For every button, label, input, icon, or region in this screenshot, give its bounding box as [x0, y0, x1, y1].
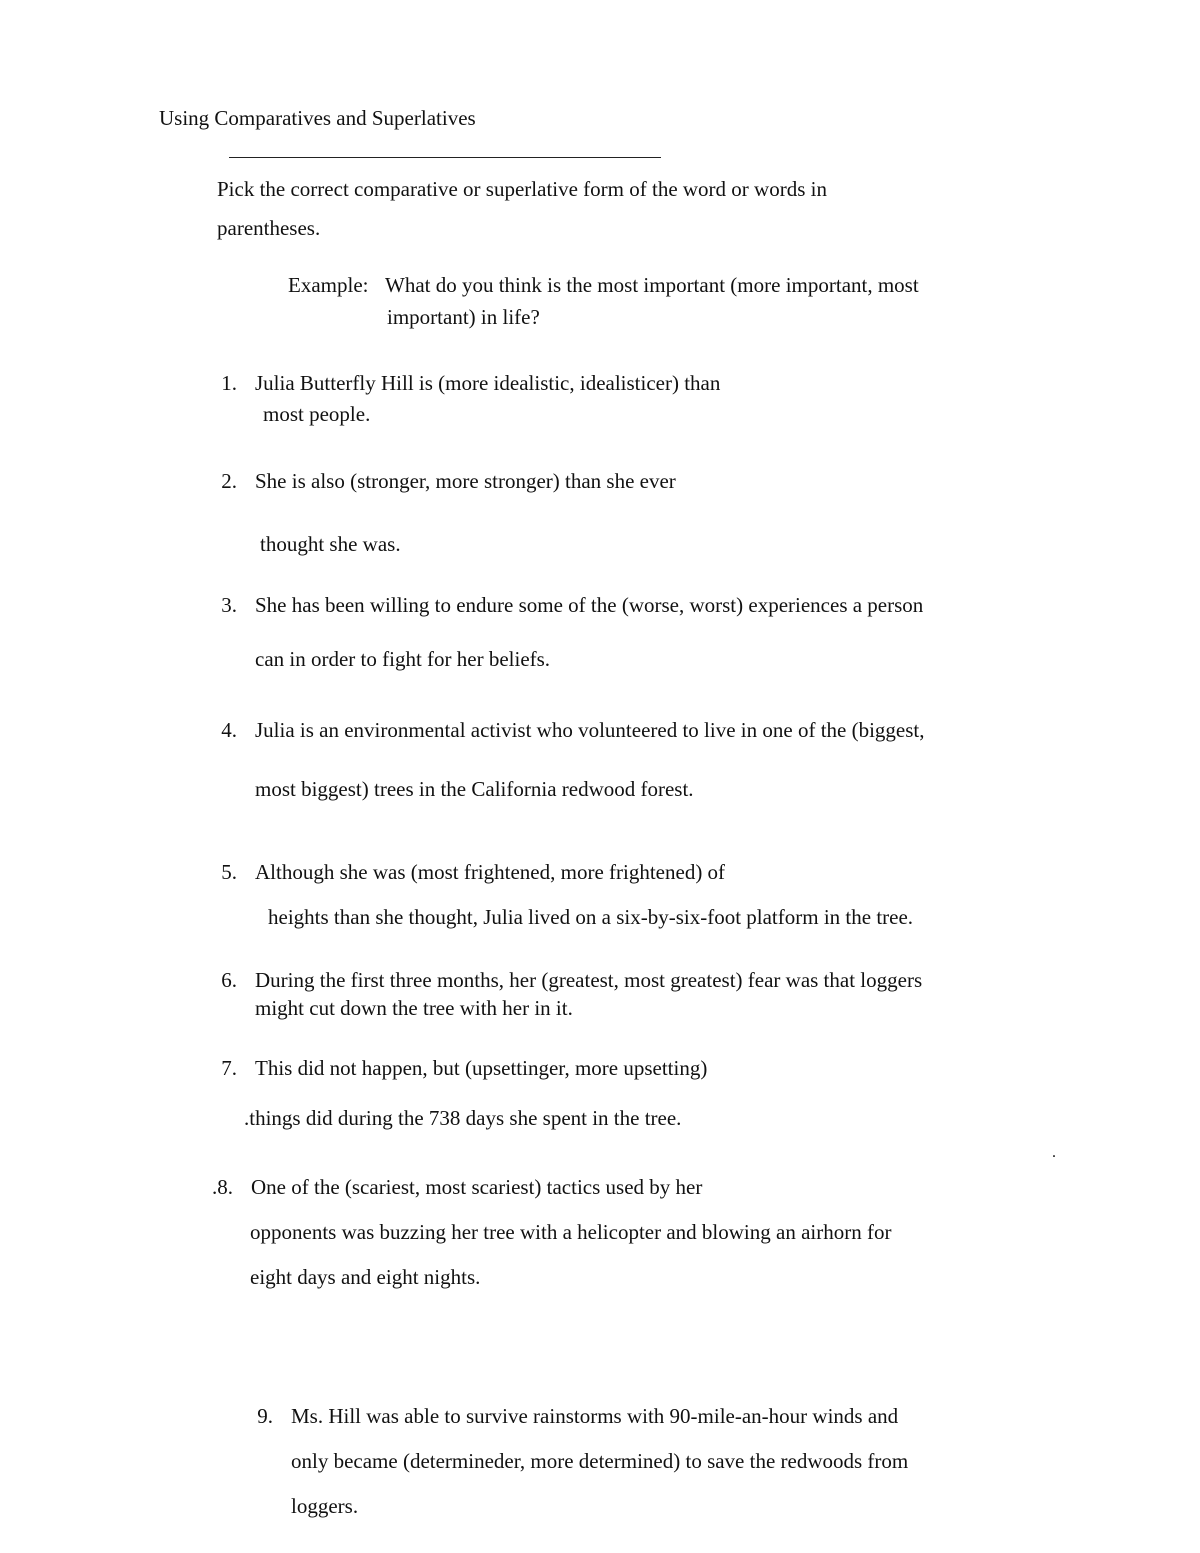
item-text-line: She has been willing to endure some of the (worse, worst) experiences a person [255, 593, 924, 617]
item-text-line: During the first three months, her (greatest, most greatest) fear was that loggers [255, 968, 923, 992]
item-text-line: Julia Butterfly Hill is (more idealistic, idealisticer) than [255, 371, 721, 395]
item-number: .8. [212, 1175, 233, 1199]
item-number: 2. [221, 469, 237, 493]
item-text-line: might cut down the tree with her in it. [255, 996, 573, 1020]
example-line-1: What do you think is the most important (more important, most [385, 273, 919, 297]
item-number: 1. [221, 371, 237, 395]
item-number: 9. [257, 1404, 273, 1428]
item-number: 5. [221, 860, 237, 884]
name-blank-line [229, 157, 661, 158]
item-text-line: can in order to fight for her beliefs. [255, 647, 551, 671]
item-text-line: .things did during the 738 days she spent in the tree. [244, 1106, 682, 1130]
stray-dot: . [1052, 1144, 1056, 1161]
example-line-2: important) in life? [387, 305, 540, 329]
item-text-line: Although she was (most frightened, more frightened) of [255, 860, 726, 884]
item-text-line: most biggest) trees in the California redwood forest. [255, 777, 694, 801]
item-number: 7. [221, 1056, 237, 1080]
item-text-line: Julia is an environmental activist who volunteered to live in one of the (biggest, [255, 718, 925, 742]
instructions-line-2: parentheses. [217, 216, 321, 240]
item-text-line: One of the (scariest, most scariest) tactics used by her [251, 1175, 703, 1199]
item-text-line: only became (determineder, more determined) to save the redwoods from [291, 1449, 909, 1473]
item-text-line: heights than she thought, Julia lived on a six-by-six-foot platform in the tree. [268, 905, 914, 929]
item-text-line: most people. [263, 402, 371, 426]
item-number: 4. [221, 718, 237, 742]
item-text-line: This did not happen, but (upsettinger, more upsetting) [255, 1056, 708, 1080]
item-number: 6. [221, 968, 237, 992]
item-text-line: She is also (stronger, more stronger) than she ever [255, 469, 676, 493]
page-title: Using Comparatives and Superlatives [159, 106, 476, 130]
example-label: Example: [288, 273, 369, 297]
item-text-line: loggers. [291, 1494, 359, 1518]
instructions-line-1: Pick the correct comparative or superlative form of the word or words in [217, 177, 827, 201]
item-text-line: thought she was. [260, 532, 401, 556]
item-text-line: Ms. Hill was able to survive rainstorms with 90-mile-an-hour winds and [291, 1404, 899, 1428]
item-number: 3. [221, 593, 237, 617]
item-text-line: opponents was buzzing her tree with a helicopter and blowing an airhorn for [250, 1220, 892, 1244]
item-text-line: eight days and eight nights. [250, 1265, 481, 1289]
